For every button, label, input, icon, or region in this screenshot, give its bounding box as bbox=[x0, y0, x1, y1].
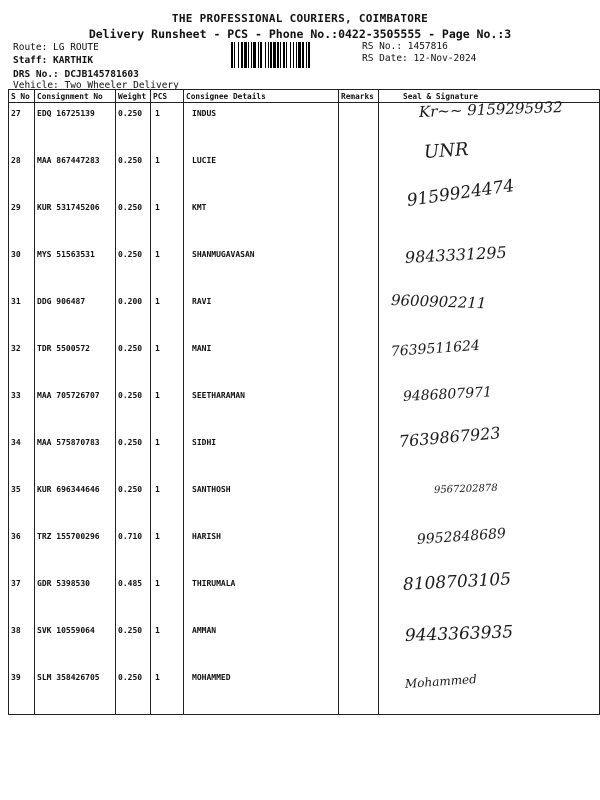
consignment-cell: KUR 696344646 bbox=[35, 479, 116, 526]
consignee-cell: HARISH bbox=[184, 526, 339, 573]
remarks-cell bbox=[339, 291, 379, 338]
weight-cell: 0.250 bbox=[116, 479, 151, 526]
pcs-cell: 1 bbox=[151, 432, 184, 479]
weight-cell: 0.485 bbox=[116, 573, 151, 620]
col-sno: S No bbox=[9, 90, 35, 103]
handwritten-signature: 9952848689 bbox=[416, 525, 507, 548]
handwritten-signature: 7639511624 bbox=[390, 337, 481, 360]
consignment-cell: SLM 358426705 bbox=[35, 667, 116, 715]
remarks-cell bbox=[339, 573, 379, 620]
route-label: Route: LG ROUTE bbox=[13, 42, 99, 53]
consignee-cell: KMT bbox=[184, 197, 339, 244]
sno-cell: 33 bbox=[9, 385, 35, 432]
handwritten-signature: 7639867923 bbox=[398, 423, 502, 451]
table-row bbox=[9, 620, 600, 667]
table-row bbox=[9, 526, 600, 573]
table-row bbox=[9, 291, 600, 338]
table-row bbox=[9, 479, 600, 526]
col-consignment: Consignment No bbox=[35, 90, 116, 103]
weight-cell: 0.250 bbox=[116, 620, 151, 667]
pcs-cell: 1 bbox=[151, 150, 184, 197]
sno-cell: 27 bbox=[9, 103, 35, 151]
consignment-cell: TDR 5500572 bbox=[35, 338, 116, 385]
pcs-cell: 1 bbox=[151, 667, 184, 715]
sno-cell: 32 bbox=[9, 338, 35, 385]
weight-cell: 0.250 bbox=[116, 667, 151, 715]
consignee-cell: THIRUMALA bbox=[184, 573, 339, 620]
remarks-cell bbox=[339, 150, 379, 197]
consignee-cell: MANI bbox=[184, 338, 339, 385]
signature-cell bbox=[379, 423, 600, 479]
pcs-cell: 1 bbox=[151, 526, 184, 573]
signature-cell bbox=[379, 176, 600, 244]
table-row bbox=[9, 244, 600, 291]
consignee-cell: SIDHI bbox=[184, 432, 339, 479]
weight-cell: 0.250 bbox=[116, 103, 151, 151]
remarks-cell bbox=[339, 667, 379, 715]
barcode-image bbox=[231, 42, 357, 68]
consignee-cell: SHANMUGAVASAN bbox=[184, 244, 339, 291]
consignee-cell: RAVI bbox=[184, 291, 339, 338]
pcs-cell: 1 bbox=[151, 573, 184, 620]
handwritten-signature: 9443363935 bbox=[404, 622, 514, 646]
consignment-cell: GDR 5398530 bbox=[35, 573, 116, 620]
pcs-cell: 1 bbox=[151, 385, 184, 432]
sno-cell: 31 bbox=[9, 291, 35, 338]
drs-number: DRS No.: DCJB145781603 bbox=[13, 69, 139, 80]
consignment-cell: TRZ 155700296 bbox=[35, 526, 116, 573]
rs-date: RS Date: 12-Nov-2024 bbox=[362, 53, 477, 64]
pcs-cell: 1 bbox=[151, 620, 184, 667]
consignee-cell: SANTHOSH bbox=[184, 479, 339, 526]
handwritten-signature: 9159924474 bbox=[405, 176, 516, 211]
signature-cell bbox=[379, 667, 600, 715]
staff-label: Staff: KARTHIK bbox=[13, 55, 94, 66]
sno-cell: 39 bbox=[9, 667, 35, 715]
consignment-cell: MYS 51563531 bbox=[35, 244, 116, 291]
signature-cell bbox=[379, 97, 600, 151]
table-row bbox=[9, 573, 600, 620]
sno-cell: 36 bbox=[9, 526, 35, 573]
weight-cell: 0.250 bbox=[116, 244, 151, 291]
remarks-cell bbox=[339, 479, 379, 526]
pcs-cell: 1 bbox=[151, 338, 184, 385]
signature-cell bbox=[379, 620, 600, 667]
signature-cell bbox=[379, 291, 600, 338]
signature-cell bbox=[379, 526, 600, 573]
remarks-cell bbox=[339, 338, 379, 385]
consignee-cell: INDUS bbox=[184, 103, 339, 151]
table-row bbox=[9, 385, 600, 432]
consignment-cell: KUR 531745206 bbox=[35, 197, 116, 244]
handwritten-signature: 9567202878 bbox=[433, 482, 498, 496]
pcs-cell: 1 bbox=[151, 244, 184, 291]
remarks-cell bbox=[339, 197, 379, 244]
sno-cell: 30 bbox=[9, 244, 35, 291]
consignment-cell: DDG 906487 bbox=[35, 291, 116, 338]
sno-cell: 28 bbox=[9, 150, 35, 197]
runsheet-table bbox=[8, 89, 600, 715]
consignment-cell: MAA 705726707 bbox=[35, 385, 116, 432]
consignee-cell: LUCIE bbox=[184, 150, 339, 197]
consignee-cell: SEETHARAMAN bbox=[184, 385, 339, 432]
remarks-cell bbox=[339, 432, 379, 479]
vehicle-label: Vehicle: Two Wheeler Delivery bbox=[13, 80, 179, 91]
remarks-cell bbox=[339, 526, 379, 573]
table-row bbox=[9, 103, 600, 151]
col-consignee: Consignee Details bbox=[184, 90, 339, 103]
consignee-cell: MOHAMMED bbox=[184, 667, 339, 715]
runsheet-subtitle: Delivery Runsheet - PCS - Phone No.:0422-3505555 - Page No.:3 bbox=[88, 27, 512, 41]
handwritten-signature: 9843331295 bbox=[404, 242, 508, 267]
col-weight: Weight bbox=[116, 90, 151, 103]
handwritten-signature: Mohammed bbox=[404, 671, 478, 691]
weight-cell: 0.250 bbox=[116, 385, 151, 432]
table-row bbox=[9, 432, 600, 479]
table-row bbox=[9, 667, 600, 715]
table-row bbox=[9, 197, 600, 244]
sno-cell: 34 bbox=[9, 432, 35, 479]
remarks-cell bbox=[339, 385, 379, 432]
remarks-cell bbox=[339, 244, 379, 291]
handwritten-signature: UNR bbox=[423, 138, 470, 163]
sno-cell: 37 bbox=[9, 573, 35, 620]
consignment-cell: MAA 575870783 bbox=[35, 432, 116, 479]
handwritten-signature: 9600902211 bbox=[390, 291, 487, 313]
weight-cell: 0.710 bbox=[116, 526, 151, 573]
sno-cell: 29 bbox=[9, 197, 35, 244]
consignment-cell: EDQ 16725139 bbox=[35, 103, 116, 151]
consignment-cell: MAA 867447283 bbox=[35, 150, 116, 197]
weight-cell: 0.200 bbox=[116, 291, 151, 338]
signature-cell bbox=[379, 479, 600, 526]
signature-cell bbox=[379, 244, 600, 291]
signature-cell bbox=[379, 569, 600, 620]
rs-number: RS No.: 1457816 bbox=[362, 41, 448, 52]
remarks-cell bbox=[339, 620, 379, 667]
sno-cell: 35 bbox=[9, 479, 35, 526]
weight-cell: 0.250 bbox=[116, 432, 151, 479]
weight-cell: 0.250 bbox=[116, 338, 151, 385]
table-row bbox=[9, 338, 600, 385]
consignee-cell: AMMAN bbox=[184, 620, 339, 667]
pcs-cell: 1 bbox=[151, 197, 184, 244]
signature-cell bbox=[379, 338, 600, 385]
handwritten-signature: Kr~~ 9159295932 bbox=[418, 97, 563, 121]
sno-cell: 38 bbox=[9, 620, 35, 667]
company-title: THE PROFESSIONAL COURIERS, COIMBATORE bbox=[171, 12, 429, 25]
weight-cell: 0.250 bbox=[116, 150, 151, 197]
pcs-cell: 1 bbox=[151, 291, 184, 338]
handwritten-signature: 9486807971 bbox=[402, 384, 493, 405]
pcs-cell: 1 bbox=[151, 103, 184, 151]
consignment-cell: SVK 10559064 bbox=[35, 620, 116, 667]
col-signature: Seal & Signature bbox=[379, 90, 600, 103]
col-remarks: Remarks bbox=[339, 90, 379, 103]
pcs-cell: 1 bbox=[151, 479, 184, 526]
remarks-cell bbox=[339, 103, 379, 151]
col-pcs: PCS bbox=[151, 90, 184, 103]
weight-cell: 0.250 bbox=[116, 197, 151, 244]
handwritten-signature: 8108703105 bbox=[402, 569, 512, 595]
